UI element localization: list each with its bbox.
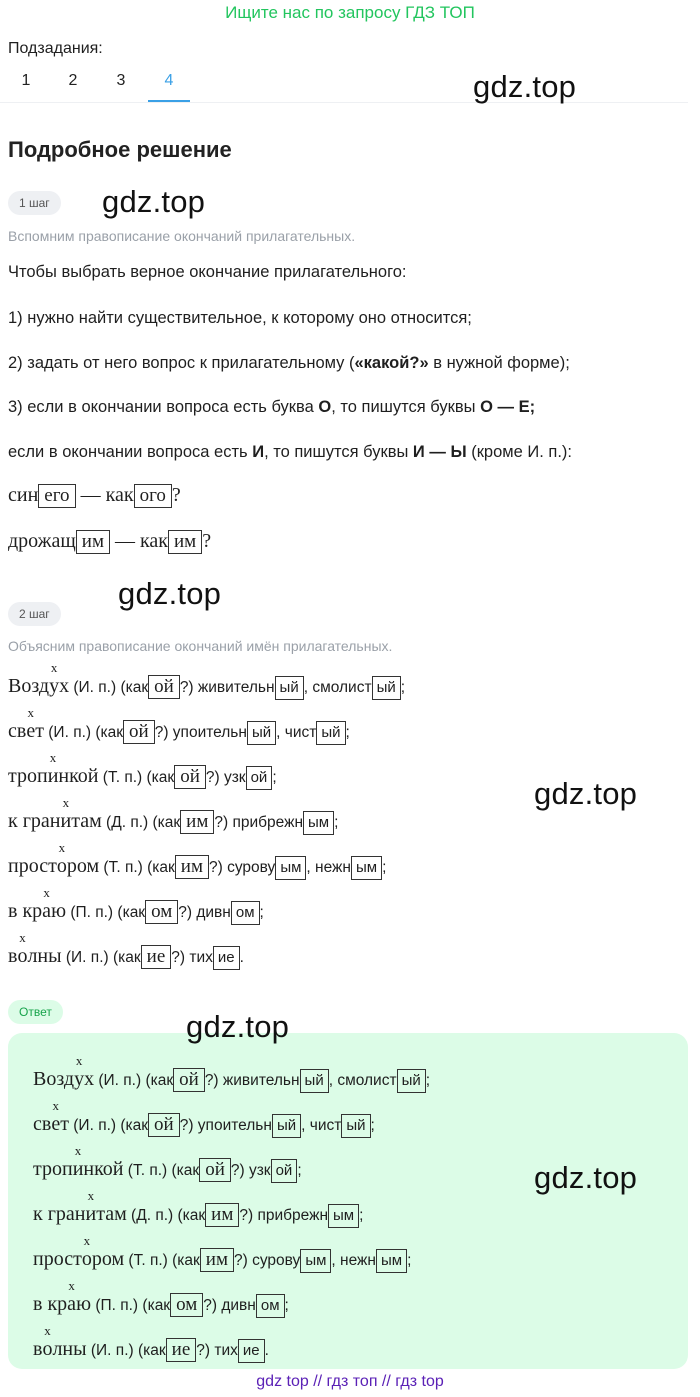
line-end: ; (259, 904, 264, 921)
line-w1: в (8, 945, 18, 967)
line-w1: Возд (8, 675, 50, 697)
line-m: x е (26, 720, 35, 743)
step-1-pill: 1 шаг (8, 191, 61, 215)
line-m: x о (57, 855, 67, 878)
rule-3: 3) если в окончании вопроса есть буква О, то пишутся буквы О — Е; (8, 398, 536, 416)
line-case: (Т. п.) (как (98, 769, 175, 786)
line-w1: в кр (8, 900, 43, 922)
line-w2: ром (91, 1248, 125, 1270)
line-b2: ом (256, 1294, 285, 1318)
line-w1: троп (8, 765, 48, 787)
line-w2: нкой (83, 1158, 124, 1180)
answer-line (33, 1248, 411, 1273)
line-mid: ?) прибрежн (239, 1207, 329, 1224)
subtasks-label: Подзадания: (8, 40, 103, 57)
line-end: . (239, 949, 244, 966)
tab-3[interactable]: 3 (116, 72, 126, 89)
line-w2: х (59, 675, 70, 697)
line-end: ; (297, 1162, 302, 1179)
rule-4: если в окончании вопроса есть И, то пишутся буквы И — Ы (кроме И. п.): (8, 443, 572, 461)
line-b1: ом (170, 1293, 203, 1317)
line-b2: ой (271, 1159, 298, 1183)
line-w2: х (84, 1068, 95, 1090)
line-b3: ый (372, 676, 401, 700)
line-b2: ый (275, 676, 304, 700)
line-end: ; (284, 1297, 289, 1314)
line-w2: т (60, 1113, 69, 1135)
step2-line (8, 855, 386, 880)
line-w2: ю (51, 900, 67, 922)
line-b2: ый (247, 721, 276, 745)
line-mid: ?) дивн (203, 1297, 256, 1314)
line-m: x о (17, 945, 27, 968)
line-mid2: , чист (276, 724, 317, 741)
line-b2: ый (272, 1114, 301, 1138)
line-mid2: , чист (301, 1117, 342, 1134)
line-b2: ым (300, 1249, 331, 1273)
example-1: син его — как ого ? (8, 484, 181, 506)
line-b3: ый (341, 1114, 370, 1138)
line-m: x и (73, 1158, 84, 1181)
line-mid: ?) упоительн (179, 1117, 272, 1134)
line-mid: ?) узк (230, 1162, 271, 1179)
line-end: ; (425, 1072, 431, 1089)
step2-line (8, 675, 405, 700)
line-b3: ым (351, 856, 382, 880)
answer-line (33, 1203, 363, 1228)
line-case: (Т. п.) (как (124, 1252, 200, 1269)
line-b2: ом (231, 901, 260, 925)
line-w2: ром (66, 855, 100, 877)
step2-line (8, 945, 244, 970)
line-case: (Т. п.) (как (99, 859, 175, 876)
line-mid2: , нежн (331, 1252, 376, 1269)
line-mid2: , смолист (303, 679, 372, 696)
line-mid2: , нежн (306, 859, 351, 876)
line-case: (И. п.) (как (68, 1117, 149, 1134)
line-m: x е (51, 1113, 60, 1136)
line-mid: ?) сурову (234, 1252, 301, 1269)
line-case: (Д. п.) (как (101, 814, 181, 831)
line-end: ; (370, 1117, 375, 1134)
tab-2[interactable]: 2 (68, 72, 78, 89)
line-w1: к гран (8, 810, 61, 832)
answer-line (33, 1113, 375, 1138)
line-m: x о (42, 1338, 52, 1361)
line-end: ; (359, 1207, 364, 1224)
step2-line (8, 720, 350, 745)
line-b2: ие (213, 946, 240, 970)
line-end: ; (272, 769, 277, 786)
step-2-hint: Объясним правописание окончаний имён прилагательных. (8, 638, 393, 654)
line-case: (П. п.) (как (66, 904, 146, 921)
line-m: x а (67, 1293, 76, 1316)
line-w2: там (96, 1203, 127, 1225)
line-m: x а (42, 900, 51, 923)
line-case: (Т. п.) (как (123, 1162, 200, 1179)
line-b1: ие (141, 945, 172, 969)
line-w2: лны (27, 945, 62, 967)
footer-links[interactable]: gdz top // гдз топ // гдз top (256, 1373, 444, 1390)
step2-line (8, 900, 264, 925)
line-w1: св (8, 720, 27, 742)
line-w1: прост (33, 1248, 82, 1270)
line-b1: им (180, 810, 214, 834)
section-title: Подробное решение (8, 137, 232, 162)
line-m: x и (86, 1203, 97, 1226)
line-b1: ой (123, 720, 155, 744)
line-mid2: , смолист (328, 1072, 397, 1089)
line-w1: св (33, 1113, 52, 1135)
watermark: gdz.top (102, 184, 206, 219)
line-b1: ом (145, 900, 178, 924)
line-w2: там (71, 810, 102, 832)
line-b1: ой (174, 765, 206, 789)
tab-1[interactable]: 1 (21, 72, 31, 89)
line-w1: прост (8, 855, 57, 877)
line-case: (И. п.) (как (69, 679, 149, 696)
line-m: x у (74, 1068, 84, 1091)
tab-4[interactable]: 4 (148, 72, 190, 102)
line-mid: ?) упоительн (154, 724, 247, 741)
answer-line (33, 1068, 430, 1093)
line-mid: ?) узк (205, 769, 246, 786)
line-w1: Возд (33, 1068, 75, 1090)
subtask-tabs (0, 66, 688, 103)
line-case: (И. п.) (как (86, 1342, 166, 1359)
rule-1: 1) нужно найти существительное, к которому оно относится; (8, 309, 472, 327)
line-b1: ие (166, 1338, 197, 1362)
line-case: (И. п.) (как (43, 724, 124, 741)
line-m: x и (61, 810, 72, 833)
line-w1: в кр (33, 1293, 68, 1315)
line-b1: ой (173, 1068, 205, 1092)
line-end: ; (334, 814, 339, 831)
line-mid: ?) сурову (209, 859, 276, 876)
line-mid: ?) живительн (204, 1072, 300, 1089)
line-w2: нкой (58, 765, 99, 787)
line-mid: ?) дивн (178, 904, 231, 921)
search-banner: Ищите нас по запросу ГДЗ ТОП (225, 3, 475, 22)
watermark: gdz.top (186, 1009, 290, 1044)
line-b2: ый (300, 1069, 329, 1093)
line-b1: ой (199, 1158, 231, 1182)
rule-intro: Чтобы выбрать верное окончание прилагательного: (8, 263, 407, 281)
line-b2: ой (246, 766, 273, 790)
line-end: ; (400, 679, 406, 696)
line-m: x о (82, 1248, 92, 1271)
line-w2: лны (52, 1338, 87, 1360)
line-b1: им (200, 1248, 234, 1272)
line-m: x у (49, 675, 59, 698)
answer-line (33, 1293, 289, 1318)
line-b1: ой (148, 1113, 180, 1137)
answer-line (33, 1338, 269, 1363)
line-w1: в (33, 1338, 43, 1360)
line-end: ; (382, 859, 387, 876)
step-2-pill: 2 шаг (8, 602, 61, 626)
line-case: (П. п.) (как (91, 1297, 171, 1314)
line-b3: ый (316, 721, 345, 745)
line-case: (И. п.) (как (94, 1072, 174, 1089)
step2-line (8, 765, 277, 790)
rule-2: 2) задать от него вопрос к прилагательному («какой?» в нужной форме); (8, 354, 570, 372)
line-mid: ?) живительн (179, 679, 275, 696)
line-w2: ю (76, 1293, 92, 1315)
line-b3: ый (397, 1069, 426, 1093)
answer-line (33, 1158, 302, 1183)
line-w2: т (35, 720, 44, 742)
watermark: gdz.top (118, 576, 222, 611)
line-b1: им (205, 1203, 239, 1227)
example-2: дрожащ им — как им ? (8, 530, 212, 552)
line-case: (И. п.) (как (61, 949, 141, 966)
step-1-hint: Вспомним правописание окончаний прилагательных. (8, 228, 356, 244)
line-b1: им (175, 855, 209, 879)
watermark: gdz.top (473, 69, 577, 104)
line-end: ; (345, 724, 350, 741)
line-b2: ие (238, 1339, 265, 1363)
line-mid: ?) тих (196, 1342, 238, 1359)
answer-pill: Ответ (8, 1000, 63, 1024)
line-mid: ?) тих (171, 949, 213, 966)
line-b3: ым (376, 1249, 407, 1273)
line-b2: ым (275, 856, 306, 880)
line-end: ; (407, 1252, 412, 1269)
line-end: . (264, 1342, 269, 1359)
line-b1: ой (148, 675, 180, 699)
line-m: x и (48, 765, 59, 788)
line-case: (Д. п.) (как (126, 1207, 206, 1224)
watermark: gdz.top (534, 776, 638, 811)
watermark: gdz.top (534, 1160, 638, 1195)
line-w1: троп (33, 1158, 73, 1180)
step2-line (8, 810, 338, 835)
line-b2: ым (303, 811, 334, 835)
line-b2: ым (328, 1204, 359, 1228)
line-mid: ?) прибрежн (214, 814, 304, 831)
line-w1: к гран (33, 1203, 86, 1225)
